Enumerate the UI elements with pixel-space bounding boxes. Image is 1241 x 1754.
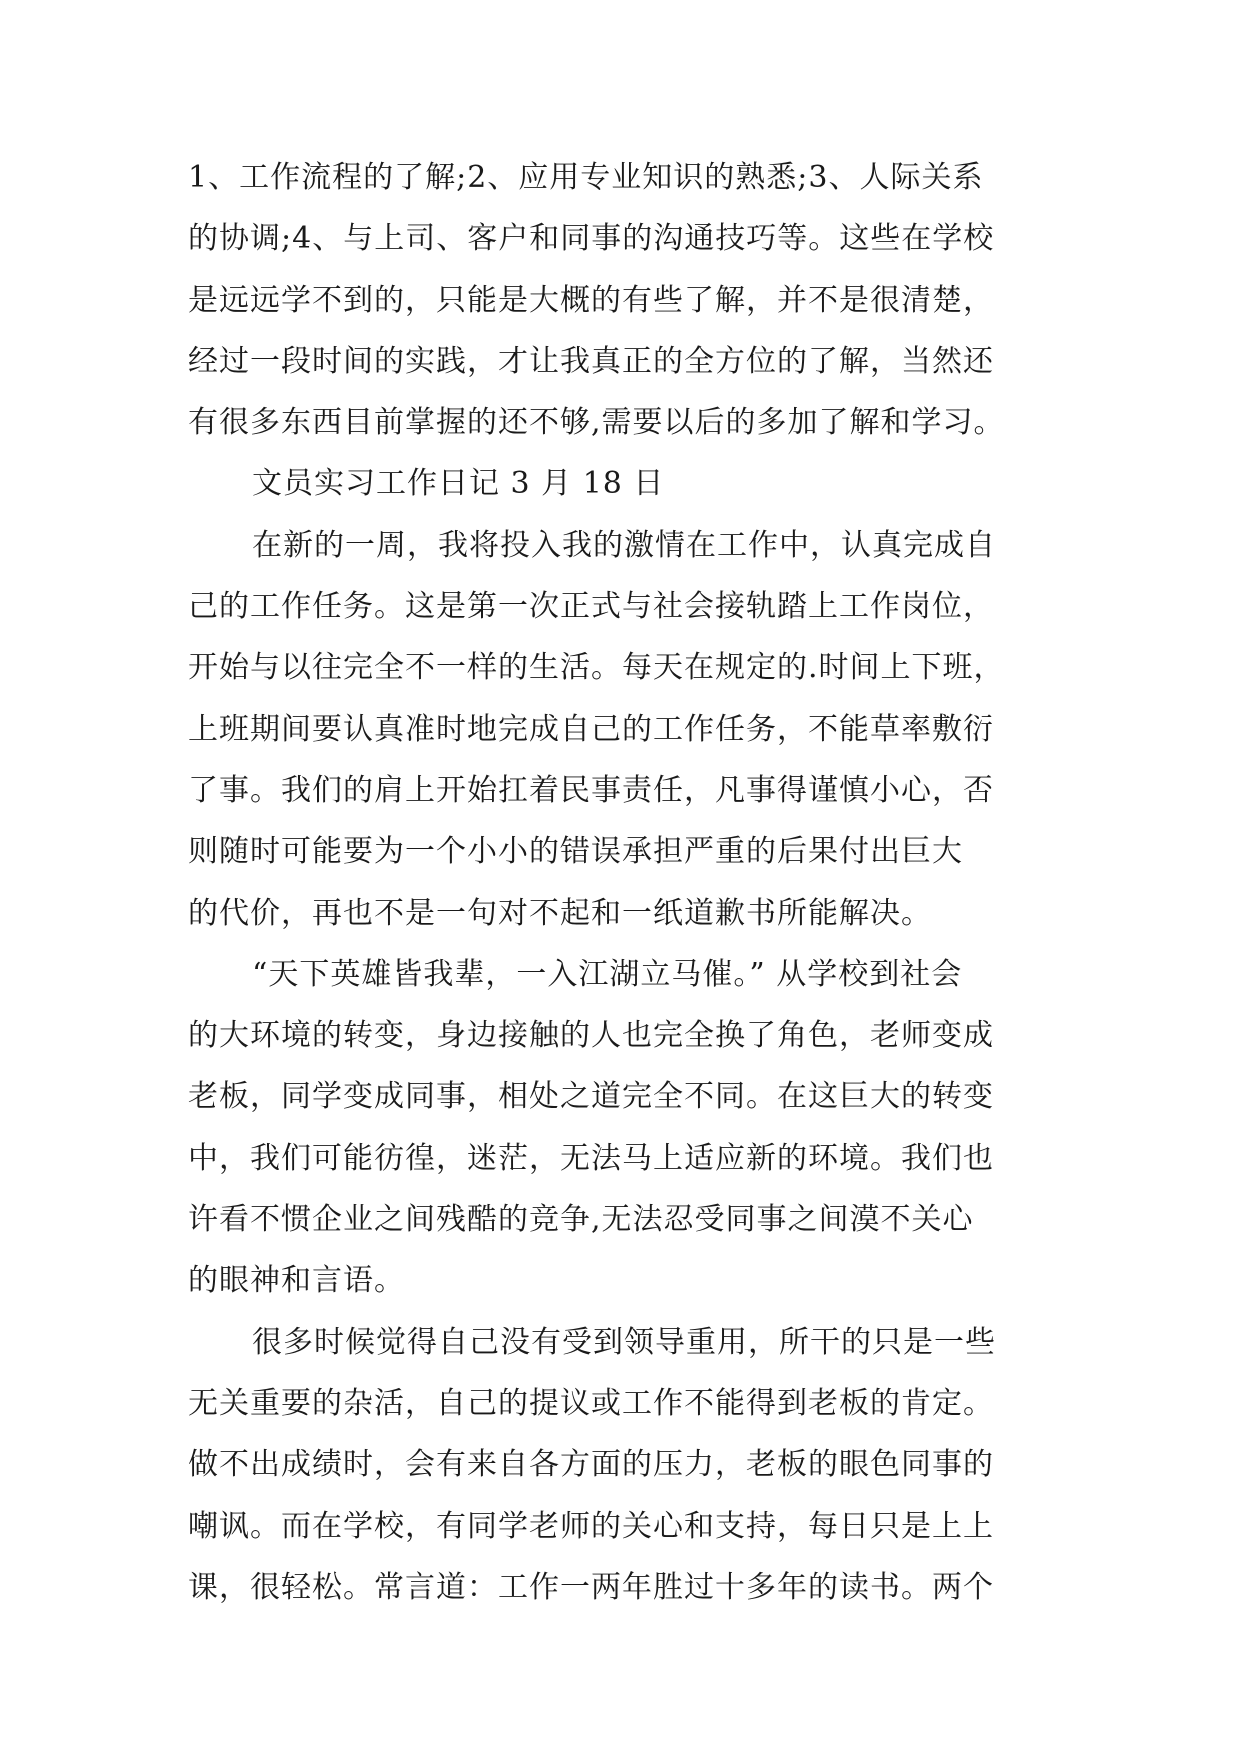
text-line: 老板，同学变成同事，相处之道完全不同。在这巨大的转变 [188, 1079, 994, 1115]
text-line: 1、工作流程的了解;2、应用专业知识的熟悉;3、人际关系 [188, 160, 984, 195]
text-line: 在新的一周，我将投入我的激情在工作中，认真完成自 [252, 527, 996, 563]
text-line: 很多时候觉得自己没有受到领导重用，所干的只是一些 [252, 1324, 996, 1360]
text-line: 有很多东西目前掌握的还不够,需要以后的多加了解和学习。 [188, 405, 1005, 441]
text-line: 的眼神和言语。 [188, 1263, 405, 1299]
text-line: 开始与以往完全不一样的生活。每天在规定的.时间上下班， [188, 650, 1005, 686]
text-line: “天下英雄皆我辈，一入江湖立马催。” 从学校到社会 [252, 956, 963, 992]
text-line: 是远远学不到的，只能是大概的有些了解，并不是很清楚， [188, 282, 994, 318]
text-line: 的代价，再也不是一句对不起和一纸道歉书所能解决。 [188, 895, 932, 931]
diary-heading: 文员实习工作日记 3 月 18 日 [252, 466, 665, 502]
text-line: 课，很轻松。常言道：工作一两年胜过十多年的读书。两个 [188, 1569, 994, 1605]
text-line: 无关重要的杂活，自己的提议或工作不能得到老板的肯定。 [188, 1385, 994, 1421]
text-line: 做不出成绩时，会有来自各方面的压力，老板的眼色同事的 [188, 1447, 994, 1483]
text-line: 了事。我们的肩上开始扛着民事责任，凡事得谨慎小心，否 [188, 772, 994, 808]
text-line: 己的工作任务。这是第一次正式与社会接轨踏上工作岗位， [188, 589, 994, 625]
text-line: 上班期间要认真准时地完成自己的工作任务，不能草率敷衍 [188, 711, 994, 747]
text-line: 的大环境的转变，身边接触的人也完全换了角色，老师变成 [188, 1018, 994, 1054]
text-line: 则随时可能要为一个小小的错误承担严重的后果付出巨大 [188, 834, 963, 870]
text-line: 许看不惯企业之间残酷的竞争,无法忍受同事之间漠不关心 [188, 1202, 974, 1238]
text-line: 经过一段时间的实践，才让我真正的全方位的了解，当然还 [188, 343, 994, 379]
document-body [188, 160, 1068, 1631]
text-line: 嘲讽。而在学校，有同学老师的关心和支持，每日只是上上 [188, 1508, 994, 1544]
text-line: 的协调;4、与上司、客户和同事的沟通技巧等。这些在学校 [188, 221, 995, 257]
text-line: 中，我们可能彷徨，迷茫，无法马上适应新的环境。我们也 [188, 1140, 994, 1176]
